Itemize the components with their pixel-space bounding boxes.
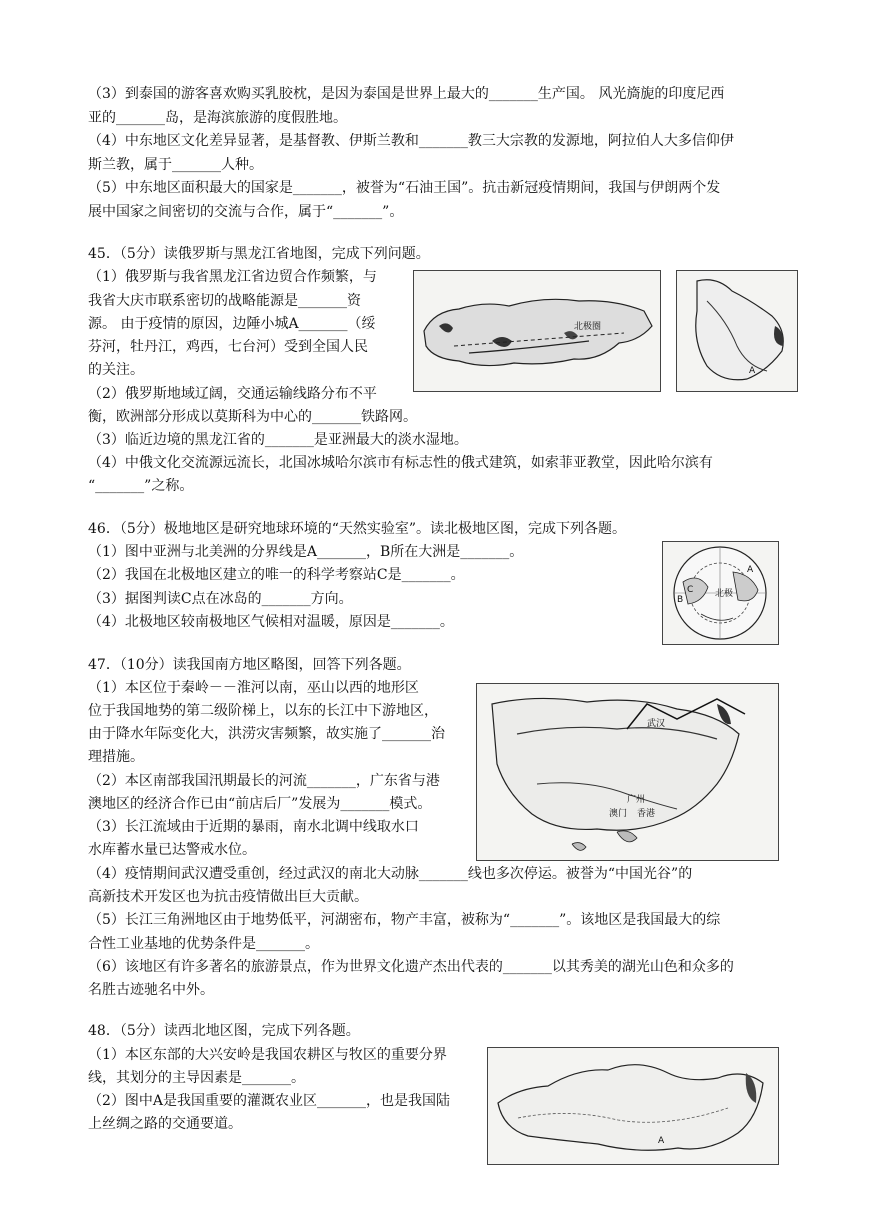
q45-line-4b: “_______”之称。 xyxy=(88,478,194,494)
q47-line-4b: 高新技术开发区也为抗击疫情做出巨大贡献。 xyxy=(88,889,368,905)
q45-line-1e: 的关注。 xyxy=(88,362,144,378)
russia-map-arctic-label: 北极圈 xyxy=(574,322,602,332)
q44-line-5a: （5）中东地区面积最大的国家是_______，被誉为“石油王国”。抗击新冠疫情期间，我国与伊朗两个发 xyxy=(88,180,721,196)
q44-line-3b: 亚的_______岛，是海滨旅游的度假胜地。 xyxy=(88,110,347,126)
south-china-map-svg xyxy=(477,684,778,860)
arctic-map-pole-label: 北极 xyxy=(715,589,734,599)
q46-line-1: （1）图中亚洲与北美洲的分界线是A_______，B所在大洲是_______。 xyxy=(88,544,524,560)
q48-line-2a: （2）图中A是我国重要的灌溉农业区_______，也是我国陆 xyxy=(88,1093,451,1109)
russia-map-svg xyxy=(414,271,660,391)
south-china-map-guangzhou-label: 广州 xyxy=(627,795,646,805)
south-china-map xyxy=(476,683,779,861)
q47-line-2b: 澳地区的经济合作已由“前店后厂”发展为_______模式。 xyxy=(88,796,432,812)
q47-line-4a: （4）疫情期间武汉遭受重创，经过武汉的南北大动脉_______线也多次停运。被誉为“中国光谷”的 xyxy=(88,866,693,882)
q46-line-2: （2）我国在北极地区建立的唯一的科学考察站C是_______。 xyxy=(88,567,465,583)
q47-title: 47．（10分）读我国南方地区略图，回答下列各题。 xyxy=(88,657,411,673)
south-china-map-wuhan-label: 武汉 xyxy=(647,719,666,729)
q47-line-5a: （5）长江三角洲地区由于地势低平，河湖密布，物产丰富，被称为“_______”。该地区是我国最大的综 xyxy=(88,912,721,928)
q47-line-1b: 位于我国地势的第二级阶梯上，以东的长江中下游地区， xyxy=(88,703,438,719)
q45-line-1a: （1）俄罗斯与我省黑龙江省边贸合作频繁，与 xyxy=(88,269,377,285)
heilongjiang-map-a-label: A xyxy=(749,366,756,376)
q46-line-3: （3）据图判读C点在冰岛的_______方向。 xyxy=(88,591,353,607)
northwest-map-svg xyxy=(488,1048,778,1164)
arctic-map-a-label: A xyxy=(747,565,754,575)
q46-title: 46．（5分）极地地区是研究地球环境的“天然实验室”。读北极地区图，完成下列各题。 xyxy=(88,521,627,537)
q44-line-3a: （3）到泰国的游客喜欢购买乳胶枕，是因为泰国是世界上最大的_______生产国。 风光旖旎的印度尼西 xyxy=(88,86,725,102)
q44-line-4a: （4）中东地区文化差异显著，是基督教、伊斯兰教和_______教三大宗教的发源地，阿拉伯人大多信仰伊 xyxy=(88,133,734,149)
q47-line-6a: （6）该地区有许多著名的旅游景点，作为世界文化遗产杰出代表的_______以其秀美的湖光山色和众多的 xyxy=(88,959,734,975)
q46-line-4: （4）北极地区较南极地区气候相对温暖，原因是_______。 xyxy=(88,614,454,630)
q45-line-2a: （2）俄罗斯地域辽阔，交通运输线路分布不平 xyxy=(88,386,377,402)
q48-title: 48．（5分）读西北地区图，完成下列各题。 xyxy=(88,1023,360,1039)
q45-title: 45．（5分）读俄罗斯与黑龙江省地图，完成下列问题。 xyxy=(88,246,430,262)
arctic-map-b-label: B xyxy=(677,595,684,605)
q44-line-5b: 展中国家之间密切的交流与合作，属于“_______”。 xyxy=(88,204,404,220)
russia-map xyxy=(413,270,661,392)
arctic-map-svg xyxy=(663,542,778,644)
q45-line-3: （3）临近边境的黑龙江省的_______是亚洲最大的淡水湿地。 xyxy=(88,432,468,448)
q47-line-1d: 理措施。 xyxy=(88,749,144,765)
south-china-map-macau-label: 澳门 xyxy=(609,809,628,819)
q47-line-6b: 名胜古迹驰名中外。 xyxy=(88,982,214,998)
heilongjiang-map-svg xyxy=(677,271,797,391)
south-china-map-hk-label: 香港 xyxy=(637,809,656,819)
q45-line-1c: 源。 由于疫情的原因，边陲小城A_______（绥 xyxy=(88,316,376,332)
northwest-map xyxy=(487,1047,779,1165)
northwest-map-a-label: A xyxy=(658,1136,665,1146)
heilongjiang-map xyxy=(676,270,798,392)
q45-line-2b: 衡，欧洲部分形成以莫斯科为中心的_______铁路网。 xyxy=(88,409,417,425)
q47-line-3a: （3）长江流域由于近期的暴雨，南水北调中线取水口 xyxy=(88,819,419,835)
q48-line-1b: 线，其划分的主导因素是_______。 xyxy=(88,1070,305,1086)
q47-line-2a: （2）本区南部我国汛期最长的河流_______，广东省与港 xyxy=(88,773,440,789)
q45-line-1b: 我省大庆市联系密切的战略能源是_______资 xyxy=(88,293,361,309)
q47-line-5b: 合性工业基地的优势条件是_______。 xyxy=(88,936,319,952)
q47-line-3b: 水库蓄水量已达警戒水位。 xyxy=(88,842,256,858)
q47-line-1c: 由于降水年际变化大，洪涝灾害频繁，故实施了_______治 xyxy=(88,726,445,742)
q48-line-2b: 上丝绸之路的交通要道。 xyxy=(88,1116,242,1132)
arctic-map-c-label: C xyxy=(687,585,694,595)
q45-line-4a: （4）中俄文化交流源远流长，北国冰城哈尔滨市有标志性的俄式建筑，如索菲亚教堂，因此哈尔滨有 xyxy=(88,455,713,471)
q47-line-1a: （1）本区位于秦岭－－淮河以南，巫山以西的地形区 xyxy=(88,680,419,696)
q45-line-1d: 芬河，牡丹江，鸡西，七台河）受到全国人民 xyxy=(88,339,368,355)
arctic-map xyxy=(662,541,779,645)
q44-line-4b: 斯兰教，属于_______人种。 xyxy=(88,157,263,173)
q48-line-1a: （1）本区东部的大兴安岭是我国农耕区与牧区的重要分界 xyxy=(88,1047,447,1063)
